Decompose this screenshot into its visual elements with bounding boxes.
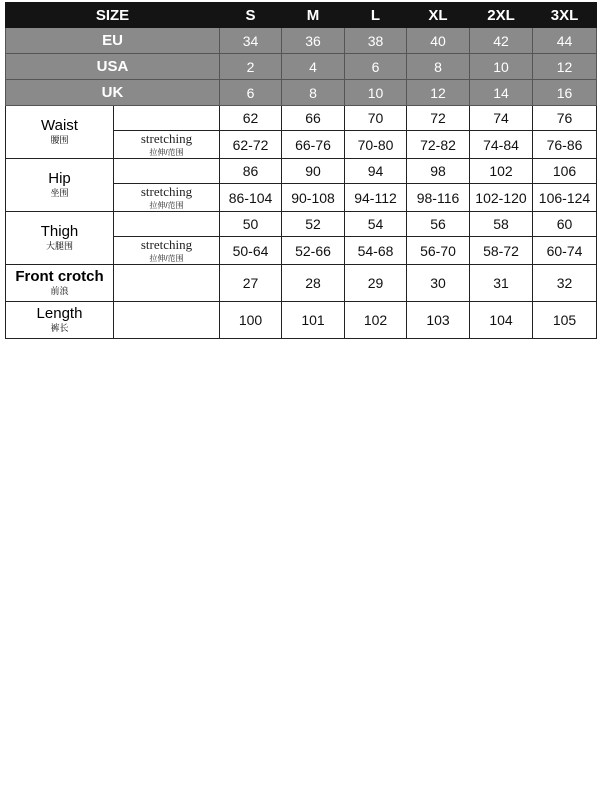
table-cell: 29 [345, 265, 407, 302]
table-cell: 74-84 [470, 131, 533, 159]
waist-row [6, 106, 597, 131]
table-cell: 86 [220, 159, 282, 184]
table-cell: 70-80 [345, 131, 407, 159]
table-cell: 100 [220, 302, 282, 339]
thigh-row [6, 212, 597, 237]
table-cell: 12 [533, 54, 597, 80]
length-label [6, 302, 114, 339]
table-cell: 72-82 [407, 131, 470, 159]
size-header-m: M [282, 3, 345, 28]
table-cell: 106-124 [533, 184, 597, 212]
measure-name-cn: 坐围 [50, 188, 69, 199]
table-cell: 102-120 [470, 184, 533, 212]
table-cell: 10 [470, 54, 533, 80]
region-label: EU [6, 28, 220, 54]
table-cell: 62 [220, 106, 282, 131]
size-header-2xl: 2XL [470, 3, 533, 28]
table-cell: 8 [407, 54, 470, 80]
table-cell: 103 [407, 302, 470, 339]
stretch-label-en: stretching [140, 184, 193, 199]
empty-cell [114, 159, 220, 184]
table-cell: 28 [282, 265, 345, 302]
region-label: UK [6, 80, 220, 106]
table-cell: 66-76 [282, 131, 345, 159]
table-cell: 90 [282, 159, 345, 184]
stretch-label-en: stretching [140, 237, 193, 252]
table-cell: 6 [345, 54, 407, 80]
table-cell: 6 [220, 80, 282, 106]
table-cell: 40 [407, 28, 470, 54]
table-cell: 70 [345, 106, 407, 131]
table-cell: 4 [282, 54, 345, 80]
table-cell: 76 [533, 106, 597, 131]
header-row [6, 3, 597, 28]
table-cell: 54-68 [345, 237, 407, 265]
table-cell: 98-116 [407, 184, 470, 212]
table-cell: 105 [533, 302, 597, 339]
table-cell: 32 [533, 265, 597, 302]
waist-label [6, 106, 114, 159]
table-cell: 60 [533, 212, 597, 237]
table-cell: 44 [533, 28, 597, 54]
table-cell: 50-64 [220, 237, 282, 265]
size-header-l: L [345, 3, 407, 28]
measure-name-cn: 裤长 [50, 323, 69, 334]
table-cell: 2 [220, 54, 282, 80]
empty-cell [114, 265, 220, 302]
size-header-label: SIZE [6, 3, 220, 28]
table-cell: 98 [407, 159, 470, 184]
table-cell: 58 [470, 212, 533, 237]
table-cell: 74 [470, 106, 533, 131]
thigh-label [6, 212, 114, 265]
table-cell: 66 [282, 106, 345, 131]
size-header-xl: XL [407, 3, 470, 28]
table-cell: 86-104 [220, 184, 282, 212]
empty-cell [114, 302, 220, 339]
table-cell: 34 [220, 28, 282, 54]
table-cell: 94 [345, 159, 407, 184]
table-cell: 106 [533, 159, 597, 184]
measure-name-cn: 大腿围 [45, 241, 73, 252]
empty-cell [114, 106, 220, 131]
table-cell: 60-74 [533, 237, 597, 265]
table-cell: 38 [345, 28, 407, 54]
stretch-label-cn: 拉伸/范围 [149, 201, 184, 210]
table-cell: 31 [470, 265, 533, 302]
table-cell: 94-112 [345, 184, 407, 212]
table-cell: 56 [407, 212, 470, 237]
table-cell: 56-70 [407, 237, 470, 265]
measure-name: Front crotch [15, 267, 104, 285]
table-cell: 90-108 [282, 184, 345, 212]
table-cell: 102 [345, 302, 407, 339]
table-cell: 76-86 [533, 131, 597, 159]
stretch-label-cn: 拉伸/范围 [149, 254, 184, 263]
measure-name-cn: 腰围 [50, 135, 69, 146]
table-cell: 8 [282, 80, 345, 106]
table-cell: 52 [282, 212, 345, 237]
table-cell: 50 [220, 212, 282, 237]
size-header-s: S [220, 3, 282, 28]
region-label: USA [6, 54, 220, 80]
stretch-label [114, 184, 220, 212]
table-cell: 101 [282, 302, 345, 339]
table-cell: 72 [407, 106, 470, 131]
front-crotch-row [6, 265, 597, 302]
table-cell: 27 [220, 265, 282, 302]
table-cell: 12 [407, 80, 470, 106]
hip-row [6, 159, 597, 184]
table-cell: 14 [470, 80, 533, 106]
table-cell: 58-72 [470, 237, 533, 265]
measure-name: Hip [48, 169, 71, 187]
length-row [6, 302, 597, 339]
table-cell: 62-72 [220, 131, 282, 159]
hip-label [6, 159, 114, 212]
size-chart-table [5, 2, 597, 339]
table-cell: 10 [345, 80, 407, 106]
table-cell: 104 [470, 302, 533, 339]
table-cell: 54 [345, 212, 407, 237]
stretch-label [114, 237, 220, 265]
measure-name-cn: 前浪 [50, 286, 69, 297]
table-cell: 102 [470, 159, 533, 184]
table-cell: 42 [470, 28, 533, 54]
stretch-label-cn: 拉伸/范围 [149, 148, 184, 157]
region-row-usa [6, 54, 597, 80]
table-cell: 30 [407, 265, 470, 302]
front-crotch-label [6, 265, 114, 302]
empty-cell [114, 212, 220, 237]
stretch-label-en: stretching [140, 131, 193, 146]
table-cell: 52-66 [282, 237, 345, 265]
size-header-3xl: 3XL [533, 3, 597, 28]
table-cell: 16 [533, 80, 597, 106]
stretch-label [114, 131, 220, 159]
region-row-eu [6, 28, 597, 54]
measure-name: Length [36, 304, 83, 322]
measure-name: Waist [41, 116, 78, 134]
measure-name: Thigh [40, 222, 79, 240]
region-row-uk [6, 80, 597, 106]
table-cell: 36 [282, 28, 345, 54]
